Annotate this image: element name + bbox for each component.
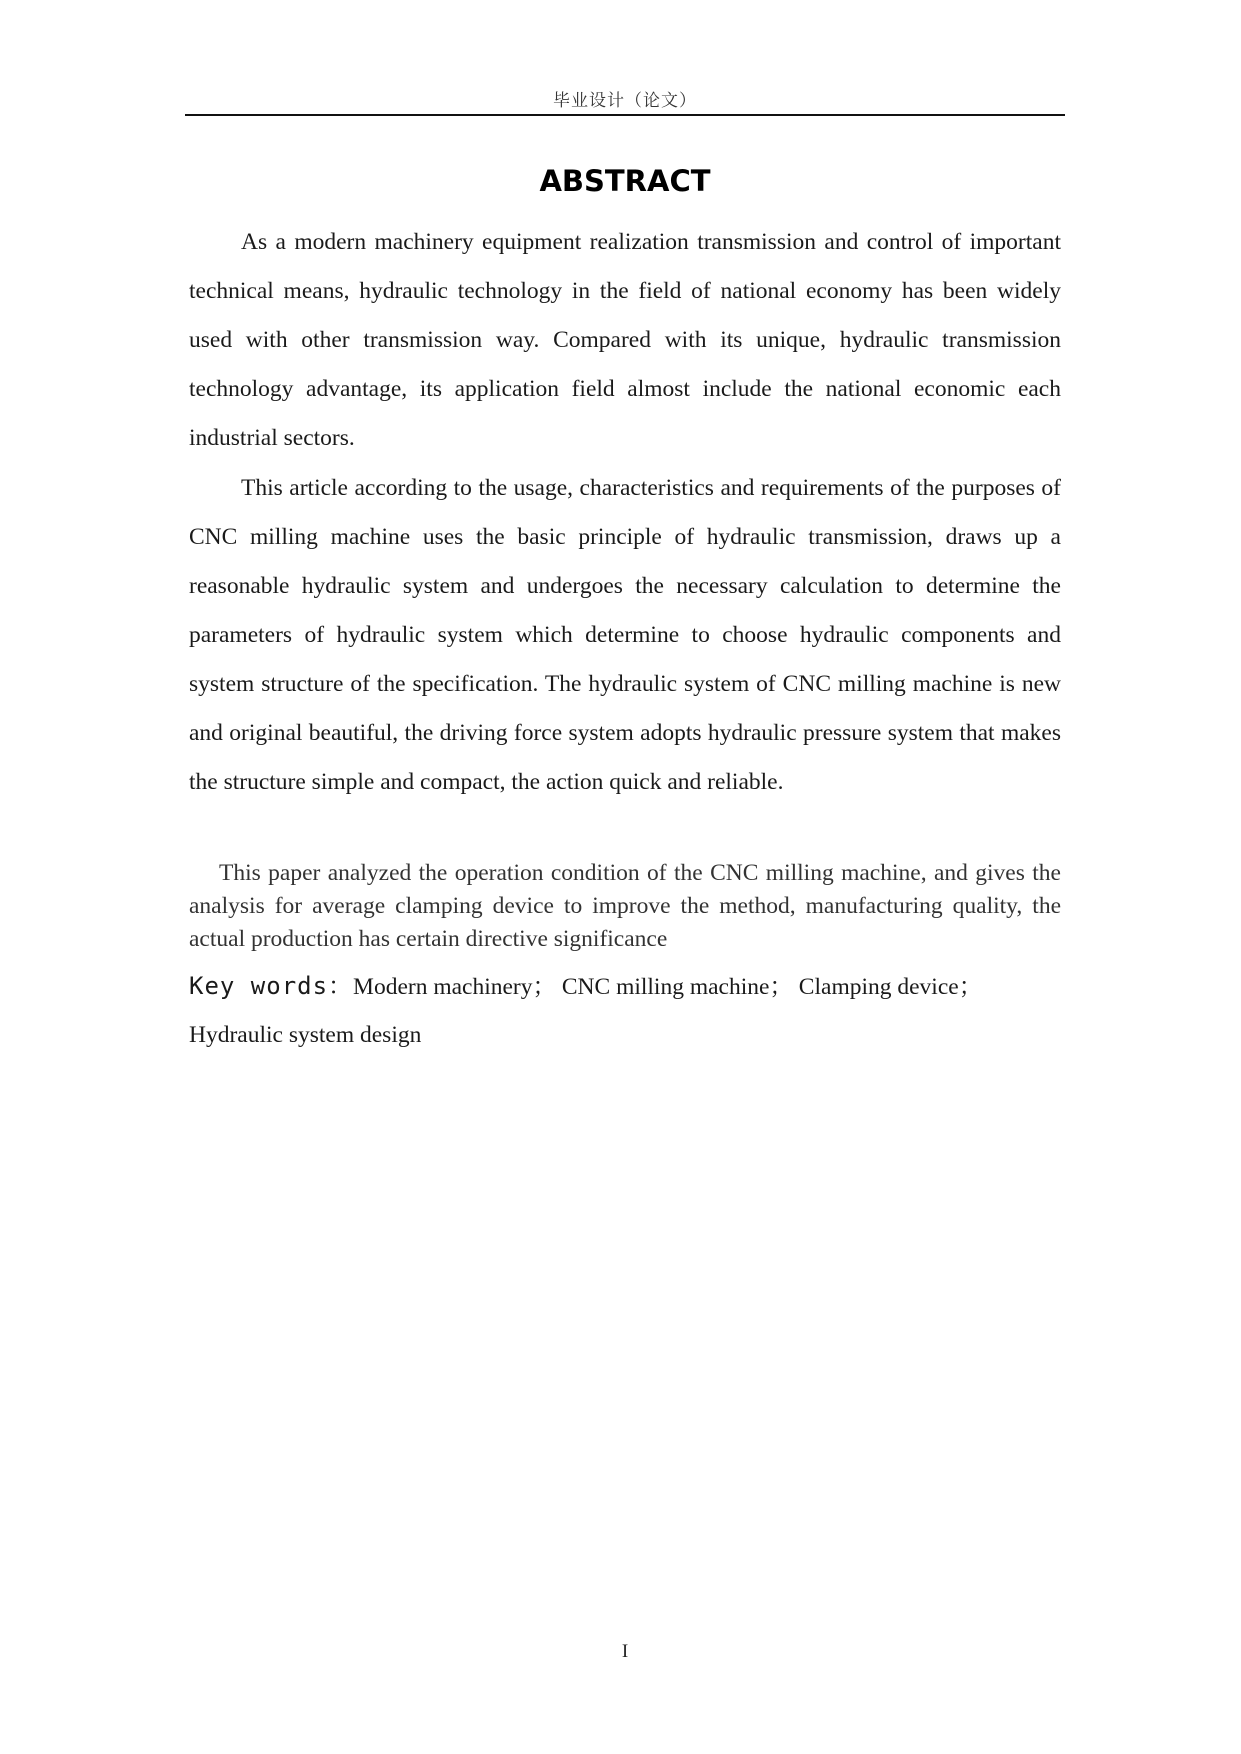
abstract-paragraph-3: This paper analyzed the operation condition of the CNC milling machine, and gives the analysis for average clamping device to improve the method, manufacturing quality, the actual production has certain directive significance xyxy=(189,860,1061,952)
keywords-label: Key words： xyxy=(189,972,354,1000)
abstract-paragraph-2: This article according to the usage, characteristics and requirements of the purposes of CNC milling machine uses the basic principle of hydraulic transmission, draws up a reasonable hydraulic system and undergoes the necessary calculation to determine the parameters of hydraulic system which determine to choose hydraulic components and system structure of the specification. The hydraulic system of CNC milling machine is new and original beautiful, the driving force system adopts hydraulic pressure system that makes the structure simple and compact, the action quick and reliable. xyxy=(189,475,1061,795)
page-number: I xyxy=(621,1641,629,1662)
header-rule xyxy=(185,114,1065,116)
page-header: 毕业设计（论文） xyxy=(553,91,697,111)
keywords-line xyxy=(189,962,1061,1059)
abstract-paragraph-1: As a modern machinery equipment realization transmission and control of important technical means, hydraulic technology in the field of national economy has been widely used with other transmission way. Compared with its unique, hydraulic transmission technology advantage, its application field almost include the national economic each industrial sectors. xyxy=(189,229,1061,451)
abstract-title: ABSTRACT xyxy=(539,164,711,198)
keywords-text: Modern machinery； CNC milling machine； Clamping device；Hydraulic system design xyxy=(189,974,983,1048)
